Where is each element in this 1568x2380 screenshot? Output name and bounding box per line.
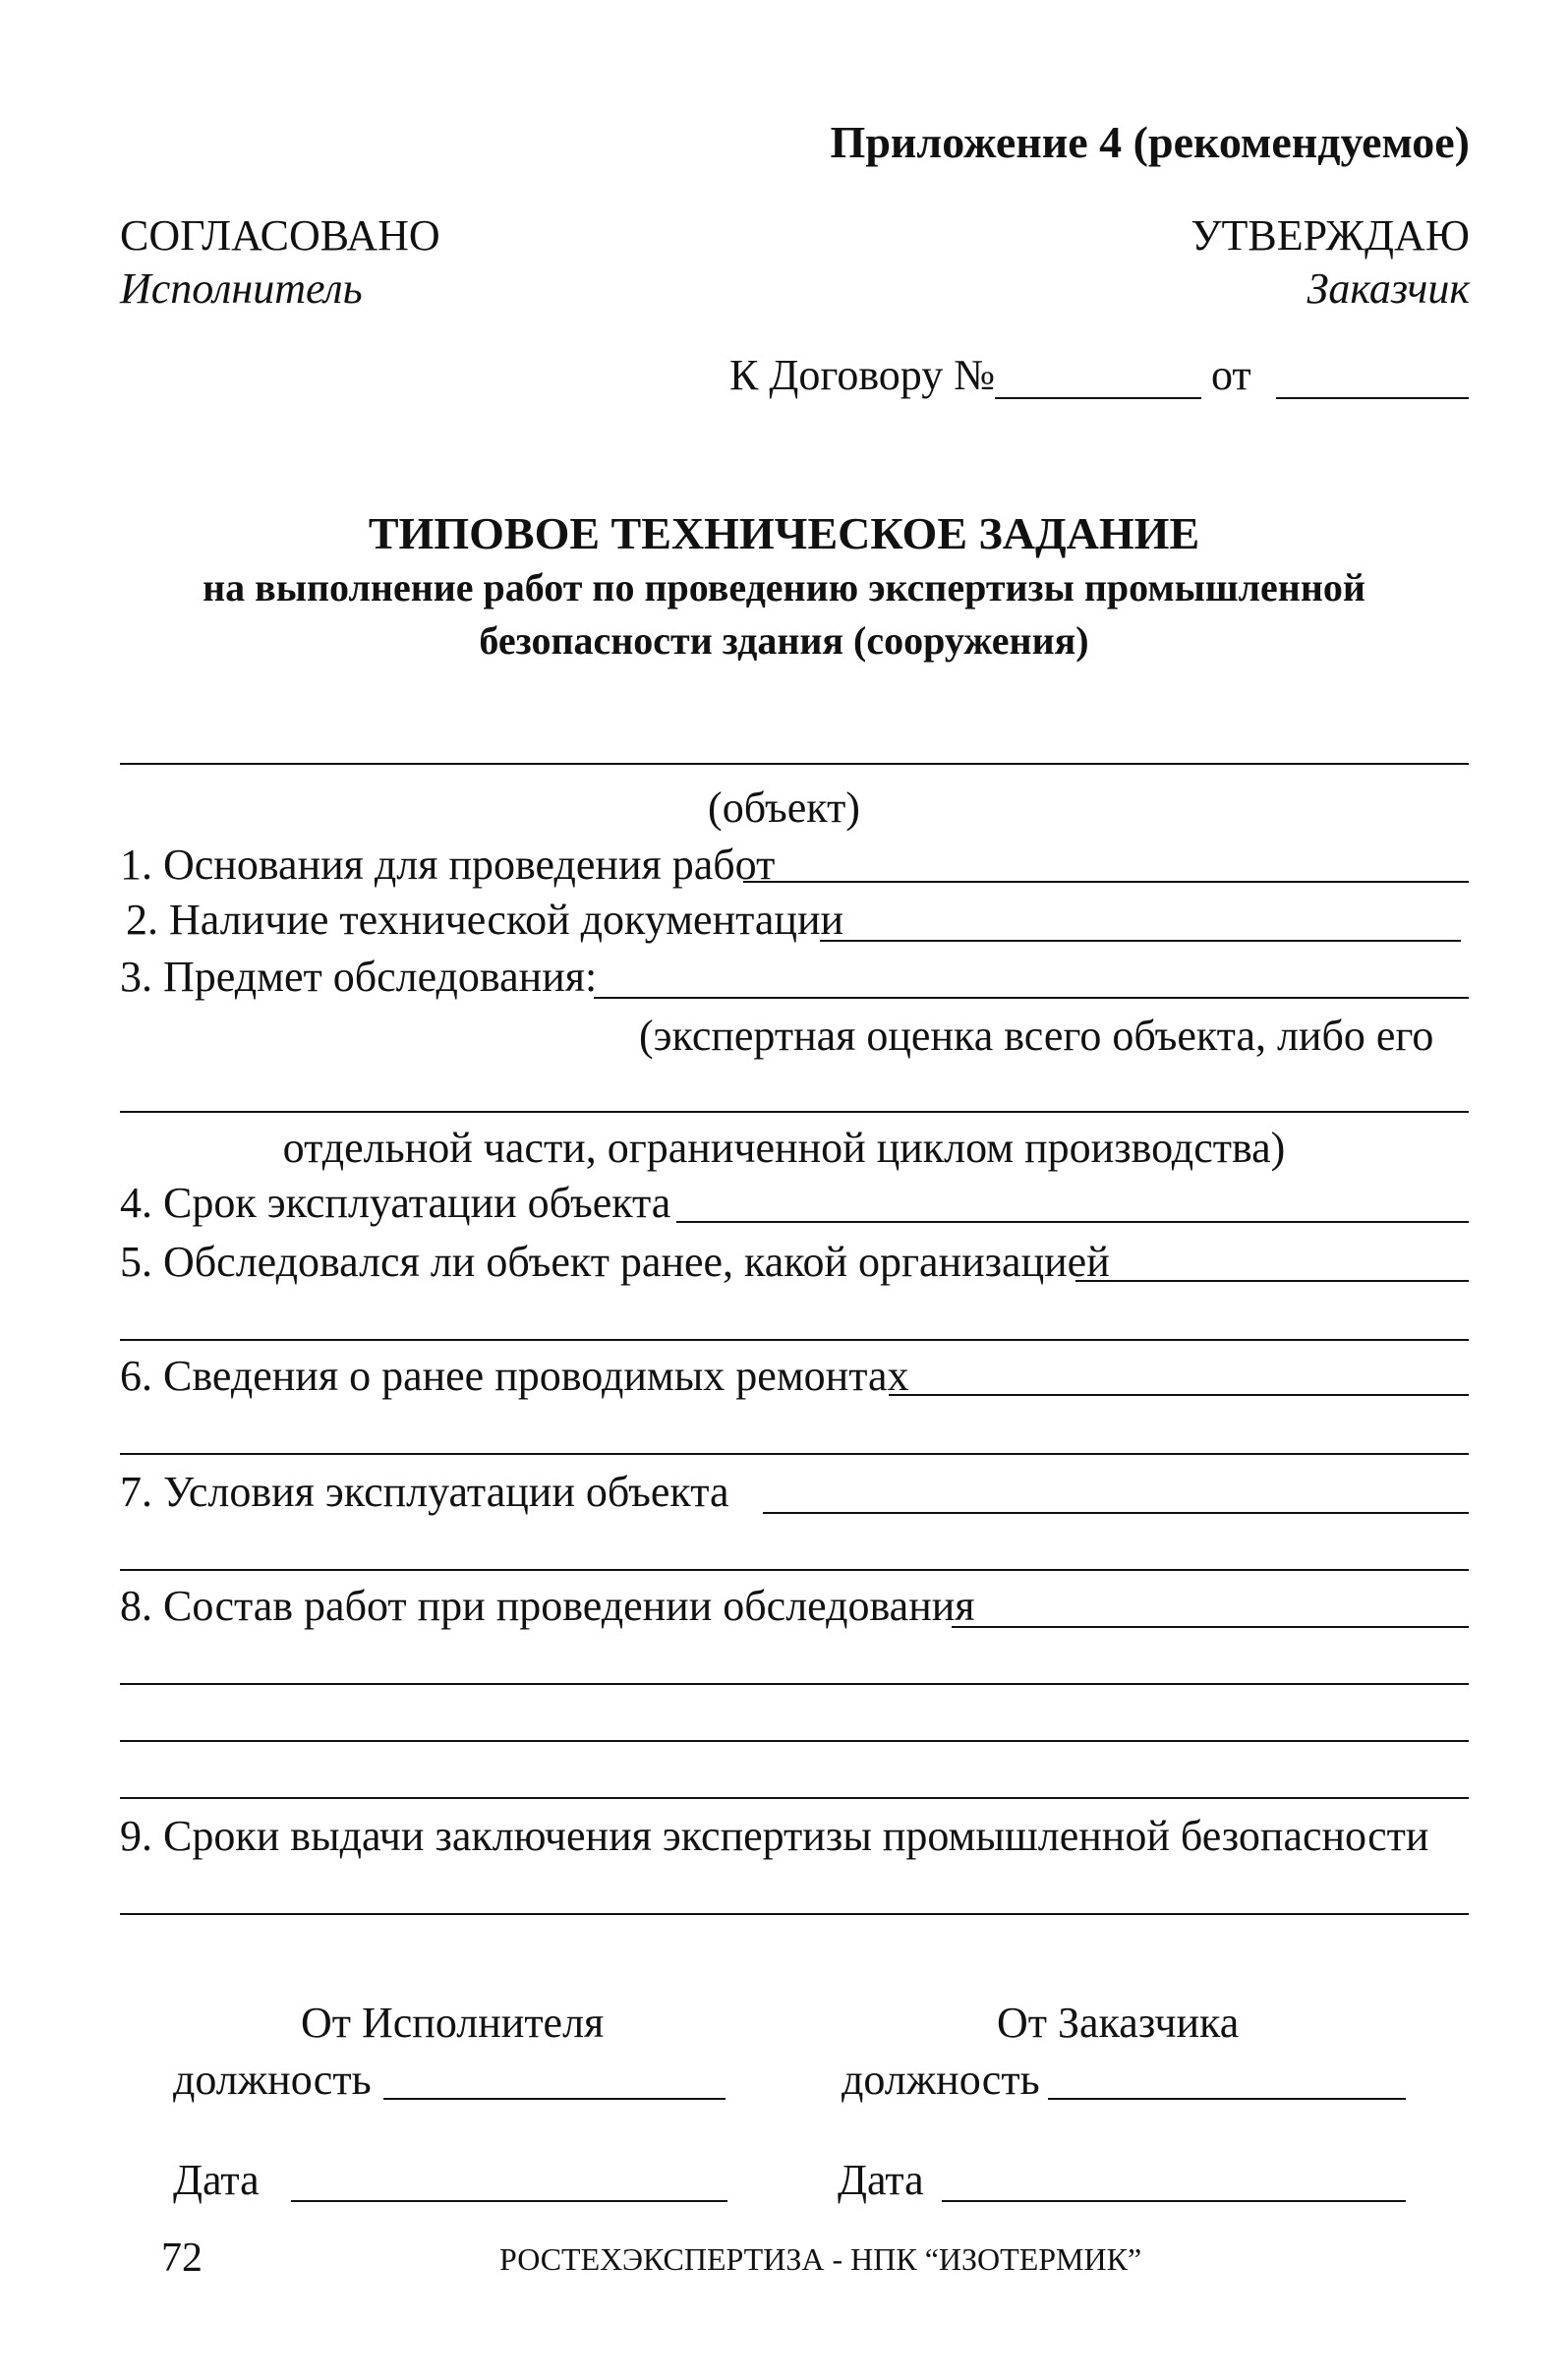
executor-label: Исполнитель xyxy=(120,264,363,313)
customer-position-field[interactable] xyxy=(1048,2098,1406,2100)
item-5-label: 5. Обследовался ли объект ранее, какой организацией xyxy=(120,1238,1110,1286)
object-caption: (объект) xyxy=(708,784,860,832)
item-9-field[interactable] xyxy=(120,1913,1469,1915)
page-number: 72 xyxy=(161,2235,203,2281)
item-8-field-line2[interactable] xyxy=(120,1683,1469,1685)
item-5-field-continued[interactable] xyxy=(120,1339,1469,1341)
item-5-field[interactable] xyxy=(1075,1280,1469,1282)
item-3-note-line2: отдельной части, ограниченной циклом производства) xyxy=(282,1124,1286,1172)
appendix-label: Приложение 4 (рекомендуемое) xyxy=(830,117,1470,167)
executor-position-label: должность xyxy=(173,2056,372,2104)
contract-date-field[interactable] xyxy=(1276,397,1469,399)
publisher-footer: РОСТЕХЭКСПЕРТИЗА - НПК “ИЗОТЕРМИК” xyxy=(499,2241,1142,2277)
item-3-note-line1: (экспертная оценка всего объекта, либо его xyxy=(639,1012,1434,1060)
item-1-label: 1. Основания для проведения работ xyxy=(120,841,776,889)
object-field[interactable] xyxy=(120,763,1469,765)
customer-date-field[interactable] xyxy=(942,2200,1406,2202)
from-executor-label: От Исполнителя xyxy=(301,1999,605,2047)
customer-label: Заказчик xyxy=(1307,264,1470,313)
item-7-field-continued[interactable] xyxy=(120,1569,1469,1571)
executor-date-field[interactable] xyxy=(291,2200,727,2202)
item-1-field[interactable] xyxy=(743,881,1469,883)
item-3-field-continued[interactable] xyxy=(120,1111,1469,1113)
item-2-field[interactable] xyxy=(820,940,1461,942)
item-4-field[interactable] xyxy=(676,1221,1469,1223)
executor-date-label: Дата xyxy=(173,2156,260,2204)
item-9-label: 9. Сроки выдачи заключения экспертизы промышленной безопасности xyxy=(120,1812,1429,1860)
document-subtitle-line1: на выполнение работ по проведению экспертизы промышленной xyxy=(203,565,1365,610)
document-title: ТИПОВОЕ ТЕХНИЧЕСКОЕ ЗАДАНИЕ xyxy=(368,508,1200,558)
agreed-label: СОГЛАСОВАНО xyxy=(120,211,440,260)
item-6-field-continued[interactable] xyxy=(120,1453,1469,1455)
approve-label: УТВЕРЖДАЮ xyxy=(1191,211,1470,260)
item-8-field[interactable] xyxy=(952,1626,1469,1628)
item-8-field-line3[interactable] xyxy=(120,1740,1469,1742)
document-subtitle-line2: безопасности здания (сооружения) xyxy=(479,618,1089,663)
item-3-field[interactable] xyxy=(594,997,1469,999)
executor-position-field[interactable] xyxy=(383,2098,726,2100)
contract-number-label: К Договору № xyxy=(729,351,996,399)
contract-date-label: от xyxy=(1211,351,1251,399)
item-6-label: 6. Сведения о ранее проводимых ремонтах xyxy=(120,1352,909,1400)
item-7-field[interactable] xyxy=(763,1512,1469,1514)
item-8-label: 8. Состав работ при проведении обследования xyxy=(120,1582,975,1630)
item-7-label: 7. Условия эксплуатации объекта xyxy=(120,1468,729,1516)
from-customer-label: От Заказчика xyxy=(997,1999,1240,2047)
customer-position-label: должность xyxy=(842,2056,1040,2104)
item-3-label: 3. Предмет обследования: xyxy=(120,953,598,1001)
customer-date-label: Дата xyxy=(838,2156,924,2204)
item-6-field[interactable] xyxy=(889,1394,1469,1396)
item-2-label: 2. Наличие технической документации xyxy=(126,896,844,944)
item-8-field-line4[interactable] xyxy=(120,1797,1469,1799)
contract-number-field[interactable] xyxy=(995,397,1201,399)
item-4-label: 4. Срок эксплуатации объекта xyxy=(120,1179,671,1227)
